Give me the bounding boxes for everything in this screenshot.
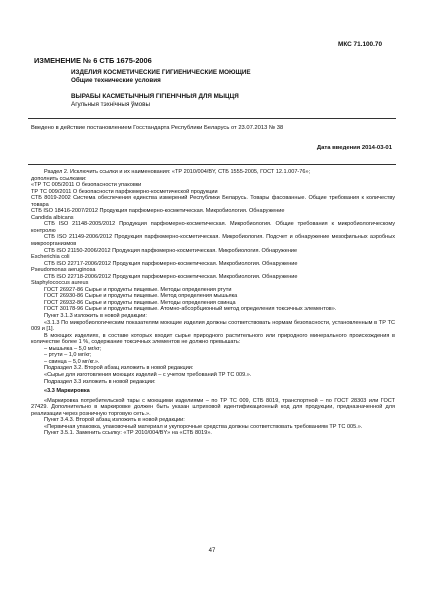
paragraph: ТР ТС 009/2011 О безопасности парфюмерно-косметической продукции: [31, 188, 218, 195]
paragraph: ГОСТ 26932-86 Сырье и продукты пищевые. Методы определения свинца: [44, 299, 236, 306]
russian-title: ИЗДЕЛИЯ КОСМЕТИЧЕСКИЕ ГИГИЕНИЧЕСКИЕ МОЮЩИЕ: [71, 69, 251, 76]
paragraph: Pseudomonas aeruginosa: [31, 267, 96, 274]
paragraph: – ртути – 1,0 мг/кг;: [44, 352, 92, 359]
paragraph: СТБ ISO 21149-2006/2012 Продукция парфюмерно-косметическая. Микробиология. Подсчет и обнаружение мезофильных аэробных микроорганизмов: [31, 234, 395, 248]
paragraph: «Первичная упаковка, упаковочный материал и укупорочные средства должны соответствовать требованиям ТР ТС 005.».: [44, 423, 363, 430]
paragraph: СТБ ISO 22717-2006/2012 Продукция парфюмерно-косметическая. Микробиология. Обнаружение: [44, 260, 298, 267]
paragraph: Candida albicans: [31, 214, 74, 221]
paragraph: Staphylococcus aureus: [31, 280, 89, 287]
paragraph: ГОСТ 26930-86 Сырье и продукты пищевые. Метод определения мышьяка: [44, 293, 238, 300]
amendment-body: [31, 169, 395, 437]
paragraph: ГОСТ 30178-96 Сырье и продукты пищевые. Атомно-абсорбционный метод определения токсичных элементов».: [44, 306, 337, 313]
paragraph: Пункт 3.5.1. Заменить ссылку: «ТР 2010/004/BY» на «СТБ 8019».: [44, 430, 212, 437]
paragraph: Escherichia coli: [31, 254, 70, 261]
middle-divider: [28, 164, 396, 165]
paragraph: – свинца – 5,0 мг/кг.».: [44, 358, 100, 365]
paragraph: Пункт 3.1.3 изложить в новой редакции:: [44, 313, 147, 320]
paragraph: «3.1.3 По микробиологическим показателям моющие изделия должны соответствовать нормам безопасности, установленным в ТР ТС 009 и [1].: [31, 319, 395, 333]
page-number: 47: [208, 548, 216, 554]
paragraph: – мышьяка – 5,0 мг/кг;: [44, 345, 102, 352]
section-heading: «3.3 Маркировка: [44, 388, 90, 395]
top-divider: [28, 118, 396, 119]
paragraph: СТБ ISO 22718-2006/2012 Продукция парфюмерно-косметическая. Микробиология. Обнаружение: [44, 273, 298, 280]
effective-date: Дата введения 2014-03-01: [316, 145, 392, 151]
paragraph: Подраздел 3.3 изложить в новой редакции:: [44, 378, 156, 385]
paragraph: ГОСТ 26927-86 Сырье и продукты пищевые. Методы определения ртути: [44, 286, 232, 293]
mks-code: МКС 71.100.70: [338, 41, 382, 48]
paragraph: Подраздел 3.2. Второй абзац изложить в новой редакции:: [44, 365, 194, 372]
intro-text: Введено в действие постановлением Госстандарта Республики Беларусь от 23.07.2013 № 38: [31, 125, 284, 131]
paragraph: Пункт 3.4.3. Второй абзац изложить в новой редакции:: [44, 417, 185, 424]
belarusian-heading: [71, 93, 391, 109]
belarusian-title: ВЫРАБЫ КАСМЕТЫЧНЫЯ ГІГІЕНІЧНЫЯ ДЛЯ МЫЦЦЯ: [71, 93, 239, 100]
paragraph: СТБ ISO 18416-2007/2012 Продукция парфюмерно-косметическая. Микробиология. Обнаружение: [31, 208, 285, 215]
paragraph: Раздел 2. Исключить ссылки и их наименования: «ТР 2010/004/BY, СТБ 1555-2005, ГОСТ 12.1.007-76»;: [44, 169, 311, 175]
paragraph: СТБ 8019-2002 Система обеспечения единства измерений Республики Беларусь. Товары фасованные. Общие требования к количеству товара: [31, 195, 395, 208]
paragraph: дополнить ссылками:: [31, 175, 87, 182]
paragraph: «Сырье для изготовления моющих изделий – с учетом требований ТР ТС 009.».: [44, 371, 252, 378]
russian-heading: [71, 69, 391, 85]
belarusian-subtitle: Агульныя тэхнічныя ўмовы: [71, 101, 150, 108]
paragraph: СТБ ISO 21150-2006/2012 Продукция парфюмерно-косметическая. Микробиология. Обнаружение: [44, 247, 298, 254]
amendment-title: ИЗМЕНЕНИЕ № 6 СТБ 1675-2006: [34, 56, 152, 65]
russian-subtitle: Общие технические условия: [71, 77, 161, 84]
paragraph: «Маркировка потребительской тары с моющими изделиями – по ТР ТС 009, СТБ 8019, транспортной – по ГОСТ 28303 или ГОСТ 27429. Дополнительно в маркировке должен быть указан штриховой идентификационный код для продукции, предназначенной для реализации через розничную торговую сеть.».: [31, 397, 395, 417]
paragraph: «ТР ТС 005/2011 О безопасности упаковки: [31, 182, 142, 189]
paragraph: В моющих изделиях, в составе которых входит сырье природного растительного или природного минерального происхождения в количестве более 1 %, содержание токсичных элементов не должно превышать:: [31, 332, 395, 346]
paragraph: СТБ ISO 21148-2005/2012 Продукция парфюмерно-косметическая. Микробиология. Общие требования к микробиологическому контролю: [31, 221, 395, 234]
